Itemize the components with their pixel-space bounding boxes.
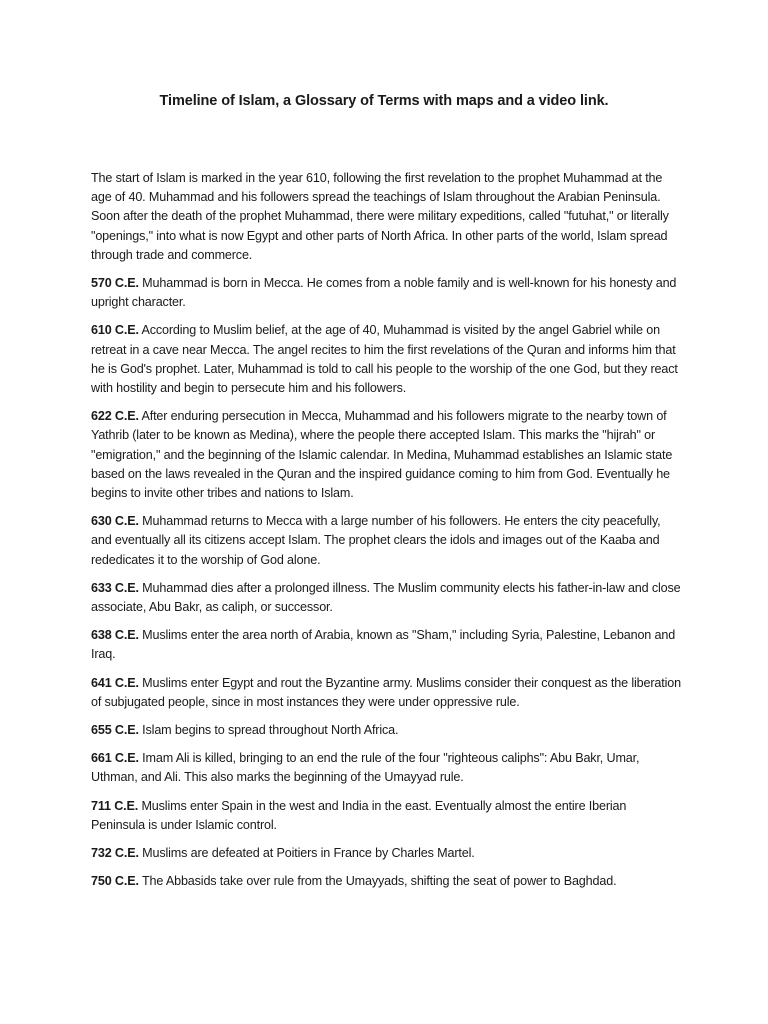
entry-year: 638 C.E.	[91, 628, 139, 643]
intro-paragraph: The start of Islam is marked in the year 610, following the first revelation to the prophet Muhammad at the age of 40. Muhammad and his followers spread the teachings of Islam throughout the Arabian Peninsula. Soon after the death of the prophet Muhammad, there were military expeditions, called "futuhat," or literally "openings," into what is now Egypt and other parts of North Africa. In other parts of the world, Islam spread through trade and commerce.	[91, 171, 669, 262]
document-body	[91, 169, 681, 901]
entry-text: Imam Ali is killed, bringing to an end the rule of the four "righteous caliphs": Abu Bakr, Umar, Uthman, and Ali. This also marks the beginning of the Umayyad rule.	[91, 751, 640, 785]
timeline-entry-732	[91, 844, 681, 863]
timeline-entry-638	[91, 626, 681, 664]
entry-text: Muslims enter the area north of Arabia, known as "Sham," including Syria, Palestine, Lebanon and Iraq.	[91, 628, 676, 662]
entry-year: 750 C.E.	[91, 874, 139, 889]
timeline-entry-750	[91, 872, 681, 891]
entry-text: Muhammad returns to Mecca with a large number of his followers. He enters the city peacefully, and eventually all its citizens accept Islam. The prophet clears the idols and images out of the Kaaba and rededicates it to the worship of God alone.	[91, 514, 661, 567]
timeline-entry-570	[91, 274, 681, 312]
timeline-entry-641	[91, 674, 681, 712]
entry-year: 732 C.E.	[91, 846, 139, 861]
timeline-entry-711	[91, 797, 681, 835]
entry-year: 630 C.E.	[91, 514, 139, 529]
document-title: Timeline of Islam, a Glossary of Terms with maps and a video link.	[159, 93, 609, 109]
entry-text: Muhammad is born in Mecca. He comes from a noble family and is well-known for his honesty and upright character.	[91, 276, 677, 310]
entry-year: 711 C.E.	[91, 798, 139, 813]
entry-text: Muhammad dies after a prolonged illness. The Muslim community elects his father-in-law and close associate, Abu Bakr, as caliph, or successor.	[91, 580, 681, 615]
entry-year: 655 C.E.	[91, 723, 139, 738]
entry-year: 641 C.E.	[91, 675, 139, 690]
timeline-entry-655	[91, 721, 681, 740]
entry-year: 570 C.E.	[91, 276, 139, 291]
entry-year: 610 C.E.	[91, 323, 139, 338]
entry-text: Islam begins to spread throughout North Africa.	[142, 723, 399, 738]
entry-text: According to Muslim belief, at the age of 40, Muhammad is visited by the angel Gabriel while on retreat in a cave near Mecca. The angel recites to him the first revelations of the Quran and informs him that he is God's prophet. Later, Muhammad is told to call his people to the worship of the one God, but they react with hostility and begin to persecute him and his followers.	[91, 323, 678, 396]
entry-text: After enduring persecution in Mecca, Muhammad and his followers migrate to the nearby town of Yathrib (later to be known as Medina), where the people there accepted Islam. This marks the "hijrah" or "emigration," and the beginning of the Islamic calendar. In Medina, Muhammad establishes an Islamic state based on the laws revealed in the Quran and the inspired guidance coming to him from God. Eventually he begins to invite other tribes and nations to Islam.	[91, 409, 673, 501]
entry-text: Muslims are defeated at Poitiers in France by Charles Martel.	[142, 846, 475, 861]
entry-text: Muslims enter Egypt and rout the Byzantine army. Muslims consider their conquest as the liberation of subjugated people, since in most instances they were under oppressive rule.	[91, 675, 681, 709]
timeline-entry-630	[91, 512, 681, 570]
entry-year: 633 C.E.	[91, 580, 139, 595]
timeline-entry-622	[91, 407, 681, 503]
entry-text: Muslims enter Spain in the west and India in the east. Eventually almost the entire Iberian Peninsula is under Islamic control.	[91, 798, 627, 832]
entry-year: 661 C.E.	[91, 751, 139, 766]
timeline-entry-633	[91, 579, 681, 617]
entry-text: The Abbasids take over rule from the Umayyads, shifting the seat of power to Baghdad.	[141, 874, 617, 889]
entry-year: 622 C.E.	[91, 409, 139, 424]
timeline-entry-610	[91, 321, 681, 398]
timeline-entry-661	[91, 749, 681, 787]
